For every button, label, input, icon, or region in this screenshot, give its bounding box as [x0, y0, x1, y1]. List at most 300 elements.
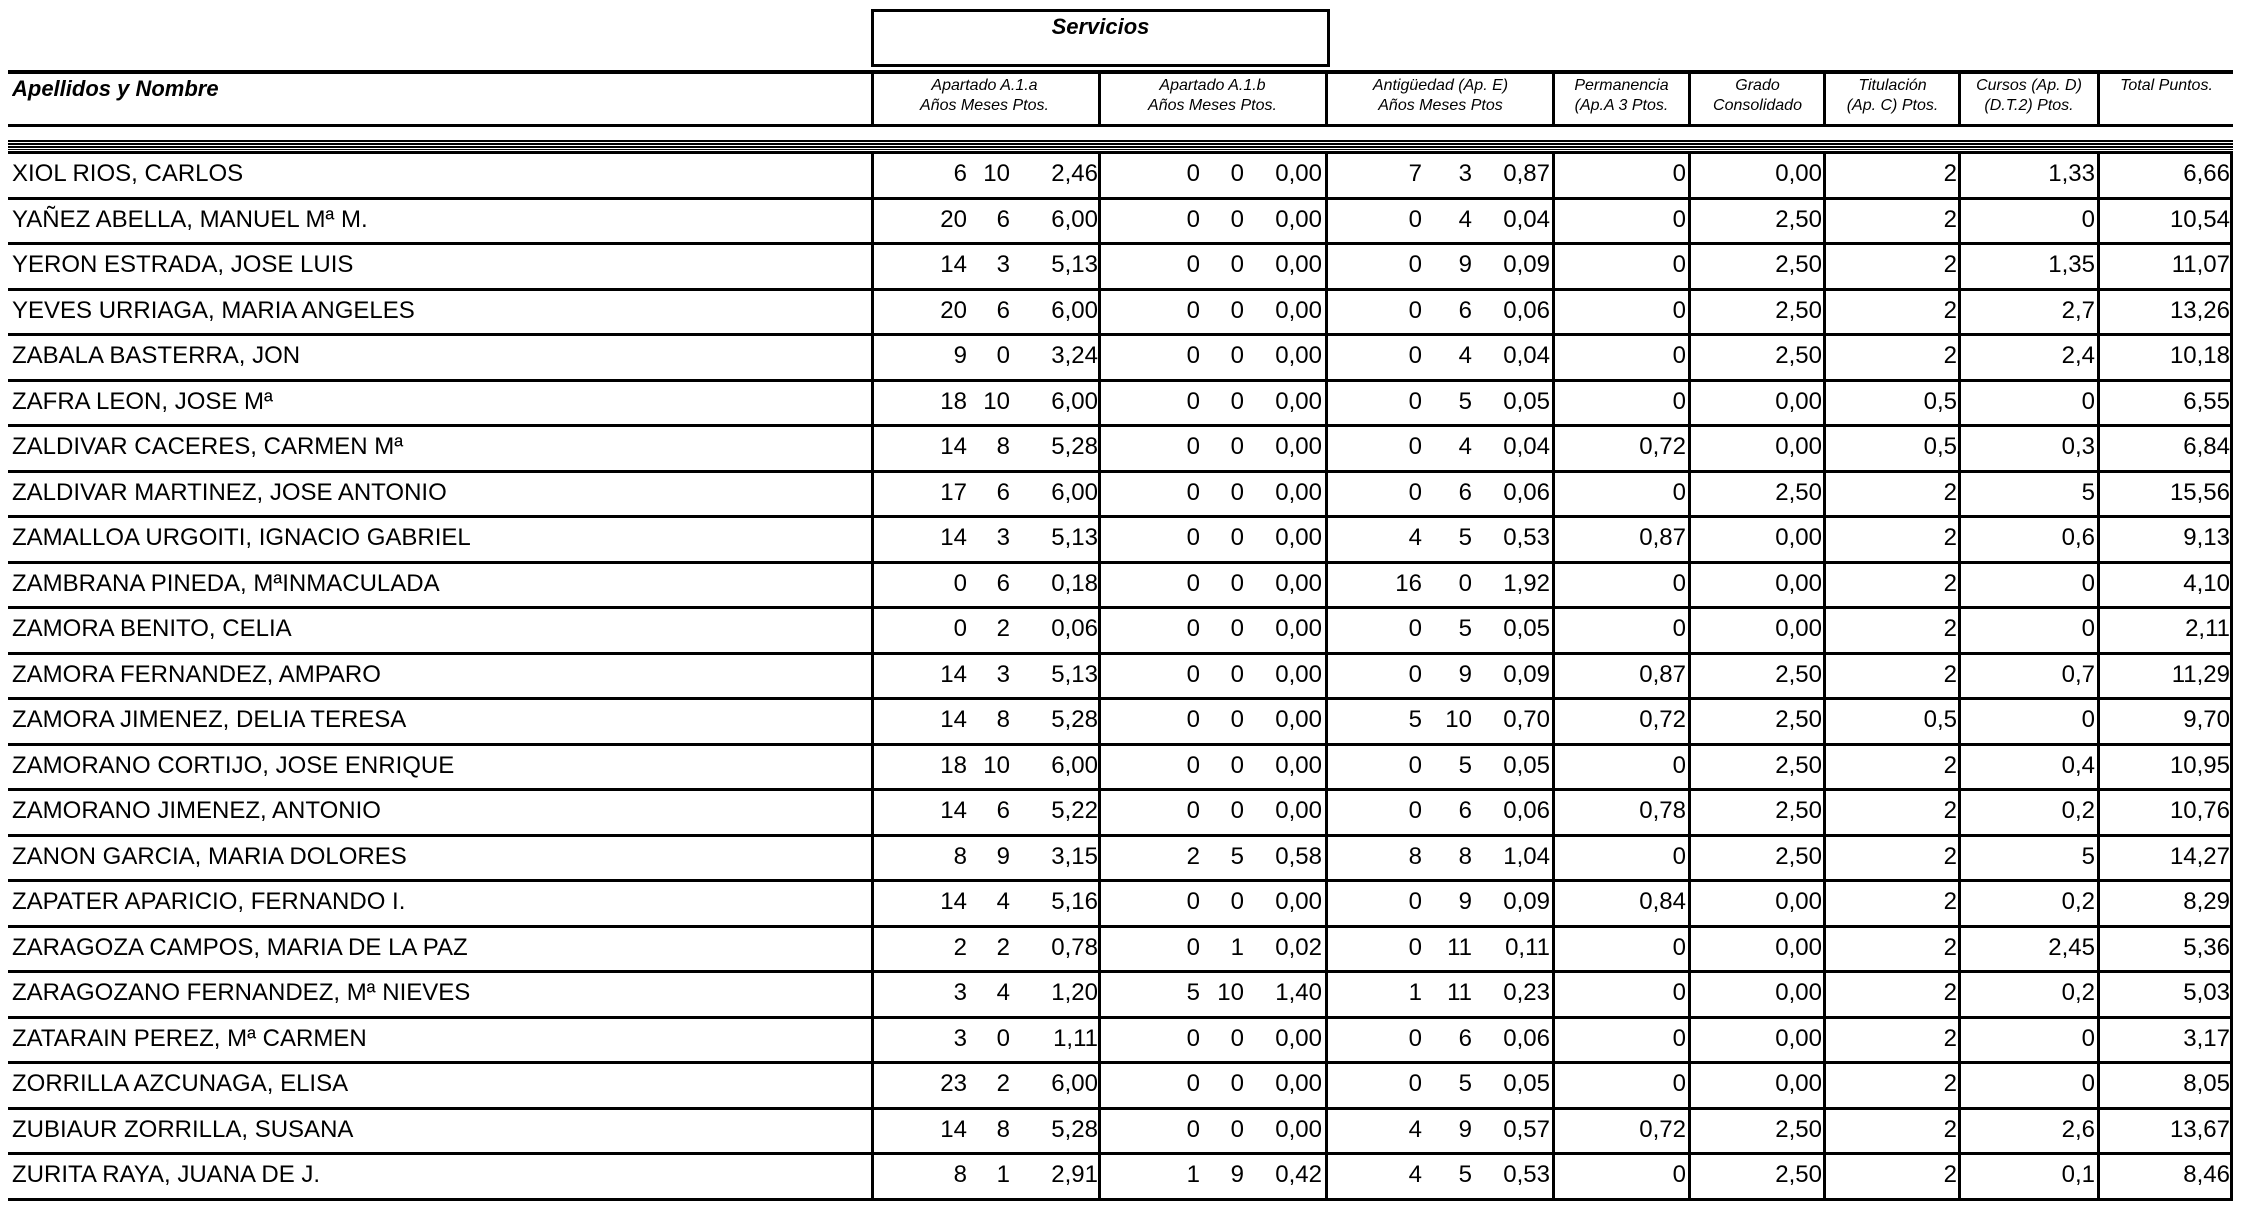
- a1a-months: 6: [996, 797, 1010, 824]
- header-separator-stripe: [8, 140, 2233, 150]
- a1b-points: 0,00: [1275, 433, 1322, 460]
- a1b-years: 0: [1186, 478, 1200, 506]
- a1a-years: 17: [940, 478, 967, 506]
- antiguedad-years: 0: [1408, 1070, 1422, 1097]
- employee-name: ZAPATER APARICIO, FERNANDO I.: [12, 888, 406, 915]
- permanencia-points: 0,87: [1639, 660, 1686, 688]
- antiguedad-years: 4: [1408, 1161, 1422, 1188]
- antiguedad-months: 3: [1458, 160, 1472, 187]
- table-row: [0, 972, 2242, 1014]
- grado-points: 0,00: [1775, 979, 1822, 1006]
- antiguedad-years: 4: [1408, 1115, 1422, 1143]
- grado-points: 0,00: [1775, 933, 1822, 961]
- total-points: 11,07: [2171, 251, 2230, 278]
- a1b-months: 0: [1230, 1115, 1244, 1143]
- a1b-months: 0: [1230, 433, 1244, 460]
- a1a-years: 9: [953, 342, 967, 369]
- a1a-months: 2: [996, 1070, 1010, 1097]
- a1b-points: 0,00: [1275, 296, 1322, 324]
- employee-name: ZURITA RAYA, JUANA DE J.: [12, 1161, 321, 1188]
- cursos-points: 2,6: [2061, 1115, 2095, 1143]
- a1a-years: 8: [953, 842, 967, 870]
- table-row: [0, 472, 2242, 514]
- a1b-points: 0,58: [1275, 842, 1322, 870]
- cursos-points: 2,45: [2048, 933, 2095, 961]
- cursos-points: 2,4: [2061, 342, 2095, 369]
- a1a-years: 8: [953, 1161, 967, 1188]
- total-points: 3,17: [2183, 1024, 2230, 1052]
- a1a-months: 2: [996, 933, 1010, 961]
- grado-points: 0,00: [1775, 569, 1822, 597]
- grado-points: 0,00: [1775, 615, 1822, 642]
- a1b-points: 0,42: [1275, 1161, 1322, 1188]
- a1a-months: 6: [996, 478, 1010, 506]
- total-points: 8,29: [2183, 888, 2230, 915]
- antiguedad-points: 0,05: [1503, 751, 1550, 779]
- a1b-years: 0: [1186, 524, 1200, 551]
- antiguedad-years: 0: [1408, 660, 1422, 688]
- header-column-divider: [1098, 70, 1101, 127]
- a1a-header-line1: Apartado A.1.a: [931, 77, 1038, 94]
- a1b-years: 0: [1186, 342, 1200, 369]
- titulacion-points: 2: [1943, 1161, 1957, 1188]
- a1a-years: 3: [953, 1024, 967, 1052]
- antiguedad-years: 0: [1408, 478, 1422, 506]
- a1a-points: 6,00: [1051, 1070, 1098, 1097]
- a1b-months: 9: [1230, 1161, 1244, 1188]
- antiguedad-months: 4: [1458, 342, 1472, 369]
- a1a-months: 6: [996, 296, 1010, 324]
- antiguedad-years: 8: [1408, 842, 1422, 870]
- a1b-months: 0: [1230, 569, 1244, 597]
- grado-points: 0,00: [1775, 524, 1822, 551]
- employee-name: ZANON GARCIA, MARIA DOLORES: [12, 842, 407, 870]
- grado-points: 2,50: [1775, 296, 1822, 324]
- a1a-years: 3: [953, 979, 967, 1006]
- a1b-points: 0,00: [1275, 205, 1322, 233]
- antiguedad-points: 0,53: [1503, 1161, 1550, 1188]
- employee-name: ZAMORANO CORTIJO, JOSE ENRIQUE: [12, 751, 455, 779]
- titulacion-points: 0,5: [1923, 387, 1957, 415]
- a1a-years: 6: [953, 160, 967, 187]
- titulacion-header-line2: (Ap. C) Ptos.: [1846, 97, 1939, 114]
- grado-points: 0,00: [1775, 888, 1822, 915]
- cursos-points: 0: [2081, 205, 2095, 233]
- a1a-points: 6,00: [1051, 205, 1098, 233]
- a1b-months: 0: [1230, 478, 1244, 506]
- permanencia-points: 0: [1672, 160, 1686, 187]
- cursos-points: 1,33: [2048, 160, 2095, 187]
- a1a-points: 5,16: [1051, 888, 1098, 915]
- a1b-months: 0: [1230, 1024, 1244, 1052]
- employee-name: ZAMBRANA PINEDA, MªINMACULADA: [12, 569, 440, 597]
- a1b-months: 0: [1230, 205, 1244, 233]
- a1b-months: 0: [1230, 615, 1244, 642]
- header-column-divider: [1958, 70, 1961, 127]
- a1b-points: 0,00: [1275, 888, 1322, 915]
- antiguedad-years: 16: [1395, 569, 1422, 597]
- a1a-months: 8: [996, 1115, 1010, 1143]
- a1b-points: 0,00: [1275, 1070, 1322, 1097]
- a1a-months: 3: [996, 524, 1010, 551]
- a1a-points: 5,28: [1051, 706, 1098, 733]
- titulacion-points: 2: [1943, 296, 1957, 324]
- antiguedad-years: 0: [1408, 387, 1422, 415]
- a1b-points: 0,00: [1275, 1115, 1322, 1143]
- a1b-years: 2: [1186, 842, 1200, 870]
- table-row: [0, 517, 2242, 559]
- employee-name: ZALDIVAR CACERES, CARMEN Mª: [12, 433, 404, 460]
- table-row: [0, 1018, 2242, 1060]
- cursos-points: 5: [2081, 478, 2095, 506]
- a1a-years: 0: [953, 569, 967, 597]
- permanencia-points: 0: [1672, 296, 1686, 324]
- employee-name: YERON ESTRADA, JOSE LUIS: [12, 251, 354, 278]
- total-points: 8,05: [2183, 1070, 2230, 1097]
- antiguedad-months: 6: [1458, 797, 1472, 824]
- total-points: 13,26: [2169, 296, 2230, 324]
- a1a-points: 5,13: [1051, 524, 1098, 551]
- table-row: [0, 836, 2242, 878]
- grado-points: 0,00: [1775, 387, 1822, 415]
- antiguedad-months: 0: [1458, 569, 1472, 597]
- a1a-years: 23: [940, 1070, 967, 1097]
- permanencia-points: 0,72: [1639, 433, 1686, 460]
- antiguedad-points: 0,04: [1503, 342, 1550, 369]
- antiguedad-months: 9: [1458, 888, 1472, 915]
- a1b-years: 0: [1186, 660, 1200, 688]
- a1b-months: 0: [1230, 706, 1244, 733]
- employee-name: ZAMORANO JIMENEZ, ANTONIO: [12, 797, 381, 824]
- total-points: 9,70: [2183, 706, 2230, 733]
- titulacion-points: 2: [1943, 842, 1957, 870]
- a1a-years: 14: [940, 797, 967, 824]
- a1a-years: 18: [940, 387, 967, 415]
- table-row: [0, 654, 2242, 696]
- employee-name: ZAFRA LEON, JOSE Mª: [12, 387, 273, 415]
- a1a-points: 1,11: [1053, 1024, 1098, 1052]
- cursos-points: 0: [2081, 1024, 2095, 1052]
- grado-points: 2,50: [1775, 797, 1822, 824]
- antiguedad-months: 4: [1458, 433, 1472, 460]
- a1a-points: 0,06: [1051, 615, 1098, 642]
- titulacion-points: 0,5: [1923, 433, 1957, 460]
- a1b-header-line2: Años Meses Ptos.: [1148, 97, 1277, 114]
- a1a-months: 8: [996, 433, 1010, 460]
- header-column-divider: [1552, 70, 1555, 127]
- cursos-points: 0,2: [2061, 979, 2095, 1006]
- a1a-months: 0: [996, 1024, 1010, 1052]
- employee-name: ZAMORA JIMENEZ, DELIA TERESA: [12, 706, 407, 733]
- titulacion-points: 2: [1943, 342, 1957, 369]
- employee-name: ZALDIVAR MARTINEZ, JOSE ANTONIO: [12, 478, 447, 506]
- grado-points: 2,50: [1775, 1161, 1822, 1188]
- table-row: [0, 244, 2242, 286]
- antiguedad-years: 0: [1408, 251, 1422, 278]
- a1b-points: 0,00: [1275, 706, 1322, 733]
- a1b-years: 5: [1186, 979, 1200, 1006]
- antiguedad-points: 0,53: [1503, 524, 1550, 551]
- grado-points: 0,00: [1775, 160, 1822, 187]
- a1a-points: 0,18: [1051, 569, 1098, 597]
- total-points: 8,46: [2183, 1161, 2230, 1188]
- grado-header-line2: Consolidado: [1713, 97, 1802, 114]
- a1b-years: 1: [1186, 1161, 1200, 1188]
- titulacion-points: 2: [1943, 615, 1957, 642]
- a1b-months: 0: [1230, 751, 1244, 779]
- a1a-points: 5,13: [1051, 660, 1098, 688]
- total-points: 10,54: [2169, 205, 2230, 233]
- antiguedad-points: 0,04: [1503, 433, 1550, 460]
- a1a-points: 6,00: [1051, 751, 1098, 779]
- a1a-years: 2: [953, 933, 967, 961]
- antiguedad-points: 0,70: [1503, 706, 1550, 733]
- a1b-points: 0,00: [1275, 615, 1322, 642]
- grado-points: 2,50: [1775, 342, 1822, 369]
- a1a-months: 1: [996, 1161, 1010, 1188]
- antiguedad-months: 4: [1458, 205, 1472, 233]
- antiguedad-points: 0,23: [1503, 979, 1550, 1006]
- antiguedad-points: 0,06: [1503, 478, 1550, 506]
- permanencia-header-line1: Permanencia: [1574, 77, 1669, 94]
- a1a-months: 3: [996, 251, 1010, 278]
- a1b-years: 0: [1186, 706, 1200, 733]
- header-column-divider: [1688, 70, 1691, 127]
- titulacion-points: 2: [1943, 979, 1957, 1006]
- antiguedad-years: 5: [1408, 706, 1422, 733]
- total-points: 15,56: [2169, 478, 2230, 506]
- a1a-points: 6,00: [1051, 387, 1098, 415]
- a1b-months: 0: [1230, 797, 1244, 824]
- employee-name: YAÑEZ ABELLA, MANUEL Mª M.: [12, 205, 368, 233]
- a1a-points: 6,00: [1051, 296, 1098, 324]
- titulacion-points: 2: [1943, 797, 1957, 824]
- cursos-points: 0: [2081, 615, 2095, 642]
- a1a-points: 3,24: [1051, 342, 1098, 369]
- antiguedad-months: 5: [1458, 615, 1472, 642]
- a1a-years: 14: [940, 1115, 967, 1143]
- antiguedad-months: 11: [1447, 979, 1472, 1006]
- table-row: [0, 199, 2242, 241]
- a1b-points: 0,00: [1275, 160, 1322, 187]
- antiguedad-months: 5: [1458, 1161, 1472, 1188]
- cursos-points: 0,4: [2061, 751, 2095, 779]
- a1a-months: 3: [996, 660, 1010, 688]
- employee-name: ZORRILLA AZCUNAGA, ELISA: [12, 1070, 349, 1097]
- cursos-points: 0,2: [2061, 797, 2095, 824]
- a1b-months: 5: [1230, 842, 1244, 870]
- cursos-points: 5: [2081, 842, 2095, 870]
- antiguedad-header-line2: Años Meses Ptos: [1378, 97, 1503, 114]
- antiguedad-months: 6: [1458, 296, 1472, 324]
- total-points: 6,84: [2183, 433, 2230, 460]
- permanencia-points: 0,84: [1639, 888, 1686, 915]
- permanencia-points: 0,78: [1639, 797, 1686, 824]
- antiguedad-points: 0,09: [1503, 251, 1550, 278]
- antiguedad-header-line1: Antigüedad (Ap. E): [1372, 77, 1509, 94]
- a1b-months: 0: [1230, 296, 1244, 324]
- cursos-points: 0,6: [2061, 524, 2095, 551]
- antiguedad-months: 5: [1458, 524, 1472, 551]
- titulacion-points: 2: [1943, 660, 1957, 688]
- header-top-rule: [8, 70, 2233, 74]
- a1a-header-line2: Años Meses Ptos.: [920, 97, 1049, 114]
- a1b-months: 0: [1230, 888, 1244, 915]
- table-row: [0, 290, 2242, 332]
- total-points: 13,67: [2169, 1115, 2230, 1143]
- employee-name: ZATARAIN PEREZ, Mª CARMEN: [12, 1024, 367, 1052]
- a1a-years: 0: [953, 615, 967, 642]
- a1a-points: 1,20: [1051, 979, 1098, 1006]
- antiguedad-years: 0: [1408, 888, 1422, 915]
- a1b-points: 0,00: [1275, 342, 1322, 369]
- a1b-years: 0: [1186, 387, 1200, 415]
- table-row: [0, 426, 2242, 468]
- antiguedad-years: 0: [1408, 205, 1422, 233]
- permanencia-points: 0: [1672, 342, 1686, 369]
- grado-points: 0,00: [1775, 433, 1822, 460]
- a1a-years: 18: [940, 751, 967, 779]
- antiguedad-years: 0: [1408, 797, 1422, 824]
- antiguedad-years: 0: [1408, 615, 1422, 642]
- cursos-header-line1: Cursos (Ap. D): [1976, 77, 2082, 94]
- table-row: [0, 1109, 2242, 1151]
- permanencia-points: 0: [1672, 615, 1686, 642]
- a1a-points: 5,13: [1051, 251, 1098, 278]
- cursos-header-line2: (D.T.2) Ptos.: [1984, 97, 2074, 114]
- a1a-years: 14: [940, 433, 967, 460]
- employee-name: ZAMORA FERNANDEZ, AMPARO: [12, 660, 381, 688]
- a1a-years: 14: [940, 706, 967, 733]
- total-points: 2,11: [2185, 615, 2230, 642]
- antiguedad-months: 10: [1445, 706, 1472, 733]
- antiguedad-years: 0: [1408, 751, 1422, 779]
- antiguedad-months: 9: [1458, 1115, 1472, 1143]
- a1a-years: 20: [940, 296, 967, 324]
- grado-points: 2,50: [1775, 842, 1822, 870]
- permanencia-points: 0,72: [1639, 706, 1686, 733]
- a1b-years: 0: [1186, 615, 1200, 642]
- a1a-months: 10: [983, 160, 1010, 187]
- total-header: Total Puntos.: [2120, 77, 2213, 94]
- a1a-points: 5,28: [1051, 1115, 1098, 1143]
- table-row: [0, 790, 2242, 832]
- grado-points: 2,50: [1775, 751, 1822, 779]
- permanencia-points: 0: [1672, 1161, 1686, 1188]
- a1b-years: 0: [1186, 251, 1200, 278]
- a1b-years: 0: [1186, 160, 1200, 187]
- a1b-months: 0: [1230, 342, 1244, 369]
- header-column-divider: [871, 70, 874, 127]
- antiguedad-months: 11: [1447, 933, 1472, 961]
- a1a-points: 6,00: [1051, 478, 1098, 506]
- table-row: [0, 699, 2242, 741]
- employee-name: ZAMALLOA URGOITI, IGNACIO GABRIEL: [12, 524, 471, 551]
- a1a-months: 0: [996, 342, 1010, 369]
- cursos-points: 0,1: [2061, 1161, 2095, 1188]
- antiguedad-years: 1: [1408, 979, 1422, 1006]
- total-points: 6,55: [2183, 387, 2230, 415]
- a1b-years: 0: [1186, 569, 1200, 597]
- a1a-months: 4: [996, 979, 1010, 1006]
- antiguedad-months: 8: [1458, 842, 1472, 870]
- table-row: [0, 381, 2242, 423]
- cursos-points: 0: [2081, 706, 2095, 733]
- a1b-points: 0,00: [1275, 251, 1322, 278]
- employee-name: ZARAGOZA CAMPOS, MARIA DE LA PAZ: [12, 933, 468, 961]
- antiguedad-points: 0,06: [1503, 797, 1550, 824]
- employee-name: XIOL RIOS, CARLOS: [12, 160, 244, 187]
- titulacion-points: 0,5: [1923, 706, 1957, 733]
- permanencia-points: 0: [1672, 842, 1686, 870]
- titulacion-points: 2: [1943, 251, 1957, 278]
- a1a-years: 14: [940, 524, 967, 551]
- titulacion-points: 2: [1943, 478, 1957, 506]
- table-row: [0, 1063, 2242, 1105]
- grado-points: 2,50: [1775, 706, 1822, 733]
- antiguedad-points: 0,09: [1503, 888, 1550, 915]
- total-points: 4,10: [2183, 569, 2230, 597]
- a1b-years: 0: [1186, 933, 1200, 961]
- titulacion-points: 2: [1943, 524, 1957, 551]
- employee-name: ZARAGOZANO FERNANDEZ, Mª NIEVES: [12, 979, 471, 1006]
- a1a-years: 14: [940, 251, 967, 278]
- antiguedad-points: 1,04: [1503, 842, 1550, 870]
- antiguedad-years: 0: [1408, 342, 1422, 369]
- a1a-points: 5,28: [1051, 433, 1098, 460]
- a1a-months: 6: [996, 569, 1010, 597]
- a1a-years: 14: [940, 660, 967, 688]
- antiguedad-points: 0,05: [1503, 615, 1550, 642]
- antiguedad-points: 0,57: [1503, 1115, 1550, 1143]
- a1a-points: 3,15: [1051, 842, 1098, 870]
- a1b-years: 0: [1186, 797, 1200, 824]
- a1b-points: 0,00: [1275, 1024, 1322, 1052]
- a1a-points: 0,78: [1051, 933, 1098, 961]
- titulacion-points: 2: [1943, 751, 1957, 779]
- antiguedad-years: 4: [1408, 524, 1422, 551]
- grado-points: 2,50: [1775, 251, 1822, 278]
- cursos-points: 0: [2081, 569, 2095, 597]
- cursos-points: 0: [2081, 1070, 2095, 1097]
- titulacion-points: 2: [1943, 160, 1957, 187]
- titulacion-points: 2: [1943, 569, 1957, 597]
- cursos-points: 0,2: [2061, 888, 2095, 915]
- table-row: [0, 335, 2242, 377]
- header-column-divider: [2097, 70, 2100, 127]
- total-points: 10,76: [2169, 797, 2230, 824]
- antiguedad-points: 1,92: [1503, 569, 1550, 597]
- antiguedad-points: 0,11: [1505, 933, 1550, 961]
- a1a-months: 10: [983, 751, 1010, 779]
- a1a-years: 20: [940, 205, 967, 233]
- antiguedad-months: 5: [1458, 1070, 1472, 1097]
- a1b-years: 0: [1186, 888, 1200, 915]
- a1b-points: 1,40: [1275, 979, 1322, 1006]
- a1b-years: 0: [1186, 205, 1200, 233]
- grado-points: 2,50: [1775, 660, 1822, 688]
- total-points: 10,95: [2169, 751, 2230, 779]
- table-row: [0, 563, 2242, 605]
- titulacion-points: 2: [1943, 888, 1957, 915]
- a1b-months: 0: [1230, 251, 1244, 278]
- total-points: 5,36: [2183, 933, 2230, 961]
- antiguedad-years: 0: [1408, 1024, 1422, 1052]
- cursos-points: 1,35: [2048, 251, 2095, 278]
- a1a-points: 2,91: [1051, 1161, 1098, 1188]
- a1a-months: 4: [996, 888, 1010, 915]
- titulacion-header-line1: Titulación: [1858, 77, 1927, 94]
